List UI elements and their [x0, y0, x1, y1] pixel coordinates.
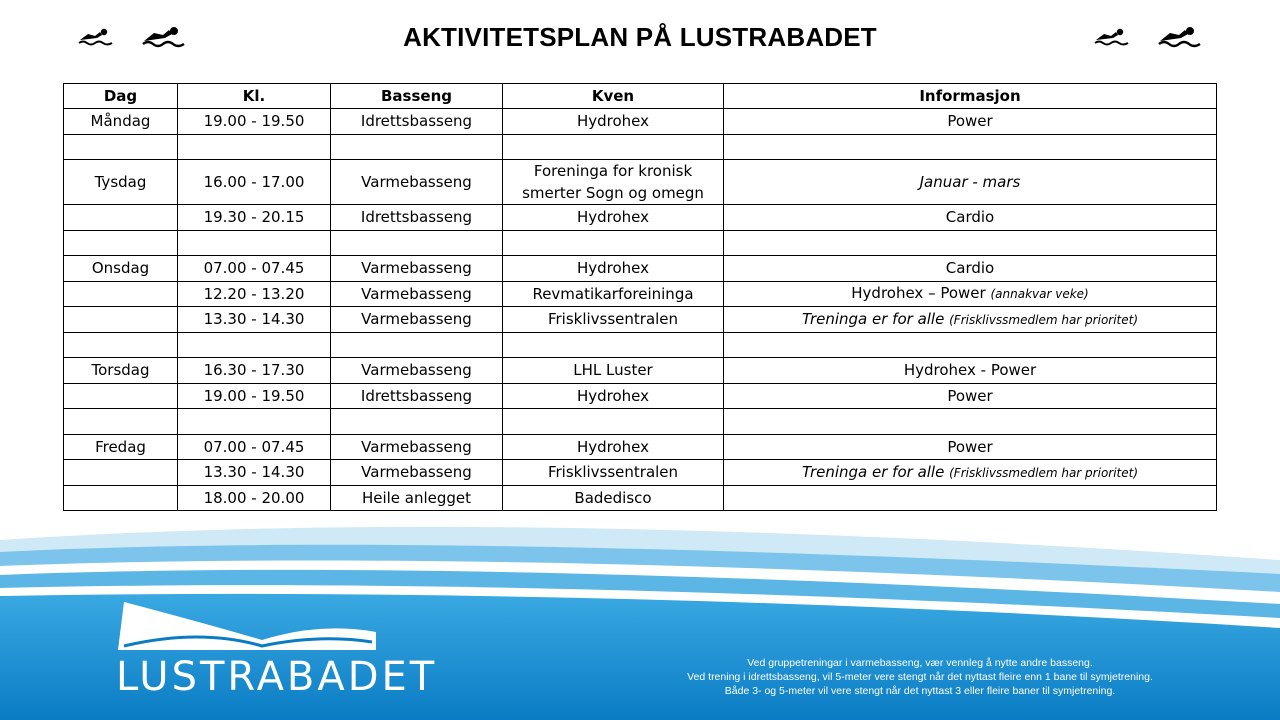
info-text: Hydrohex - Power — [903, 361, 1037, 380]
cell-who: Badedisco — [503, 485, 724, 511]
column-header-day: Dag — [64, 84, 178, 109]
column-header-info: Informasjon — [724, 84, 1217, 109]
info-text: Power — [947, 386, 993, 405]
info-text: Treninga er for alle — [801, 309, 945, 328]
footer-line: Både 3- og 5-meter vil vere stengt når det nyttast 3 eller fleire baner til symjetrening. — [724, 685, 1116, 697]
cell-who: Foreninga for kronisk smerter Sogn og omegn — [503, 160, 724, 205]
cell-who: Frisklivssentralen — [503, 307, 724, 333]
cell-who: Frisklivssentralen — [503, 460, 724, 486]
footer-line: Ved trening i idrettsbasseng, vil 5-meter vere stengt når det nyttast fleire enn 1 bane til symjetrening. — [687, 671, 1153, 683]
cell-who: Hydrohex — [503, 256, 724, 282]
info-text: Treninga er for alle — [801, 462, 945, 481]
footer-notes — [640, 656, 1200, 698]
cell-time: 07.00 - 07.45 — [178, 256, 331, 282]
cell-pool: Varmebasseng — [331, 358, 503, 384]
cell-day: Fredag — [64, 434, 178, 460]
cell-time: 16.30 - 17.30 — [178, 358, 331, 384]
cell-pool: Idrettsbasseng — [331, 109, 503, 135]
column-header-who: Kven — [503, 84, 724, 109]
cell-time: 12.20 - 13.20 — [178, 281, 331, 307]
info-note: (Frisklivssmedlem har prioritet) — [949, 465, 1139, 480]
info-text: Cardio — [945, 259, 995, 278]
cell-pool: Idrettsbasseng — [331, 383, 503, 409]
info-note: (Frisklivssmedlem har prioritet) — [949, 312, 1139, 327]
cell-pool: Varmebasseng — [331, 307, 503, 333]
cell-who: Hydrohex — [503, 434, 724, 460]
cell-pool: Heile anlegget — [331, 485, 503, 511]
cell-time: 07.00 - 07.45 — [178, 434, 331, 460]
info-text: Hydrohex – Power — [851, 284, 986, 303]
column-header-pool: Basseng — [331, 84, 503, 109]
cell-time: 13.30 - 14.30 — [178, 460, 331, 486]
cell-day: Onsdag — [64, 256, 178, 282]
cell-pool: Varmebasseng — [331, 160, 503, 205]
cell-who: Revmatikarforeininga — [503, 281, 724, 307]
cell-pool: Idrettsbasseng — [331, 205, 503, 231]
cell-day: Måndag — [64, 109, 178, 135]
cell-who: Hydrohex — [503, 383, 724, 409]
info-text: Cardio — [945, 208, 995, 227]
info-text: Power — [947, 437, 993, 456]
cell-pool: Varmebasseng — [331, 434, 503, 460]
cell-pool: Varmebasseng — [331, 460, 503, 486]
cell-time: 13.30 - 14.30 — [178, 307, 331, 333]
cell-time: 19.30 - 20.15 — [178, 205, 331, 231]
info-note: (annakvar veke) — [990, 287, 1089, 302]
cell-time: 19.00 - 19.50 — [178, 383, 331, 409]
cell-who: Hydrohex — [503, 109, 724, 135]
cell-day: Torsdag — [64, 358, 178, 384]
cell-who: LHL Luster — [503, 358, 724, 384]
cell-who: Hydrohex — [503, 205, 724, 231]
logo-text: LUSTRABADET — [116, 654, 438, 700]
cell-time: 16.00 - 17.00 — [178, 160, 331, 205]
cell-pool: Varmebasseng — [331, 281, 503, 307]
page-title: AKTIVITETSPLAN PÅ LUSTRABADET — [403, 22, 877, 52]
info-text: Power — [947, 112, 993, 131]
cell-day: Tysdag — [64, 160, 178, 205]
cell-time: 19.00 - 19.50 — [178, 109, 331, 135]
cell-time: 18.00 - 20.00 — [178, 485, 331, 511]
footer-line: Ved gruppetreningar i varmebasseng, vær vennleg å nytte andre basseng. — [747, 657, 1093, 669]
cell-pool: Varmebasseng — [331, 256, 503, 282]
info-text: Januar - mars — [919, 173, 1021, 191]
column-header-time: Kl. — [178, 84, 331, 109]
